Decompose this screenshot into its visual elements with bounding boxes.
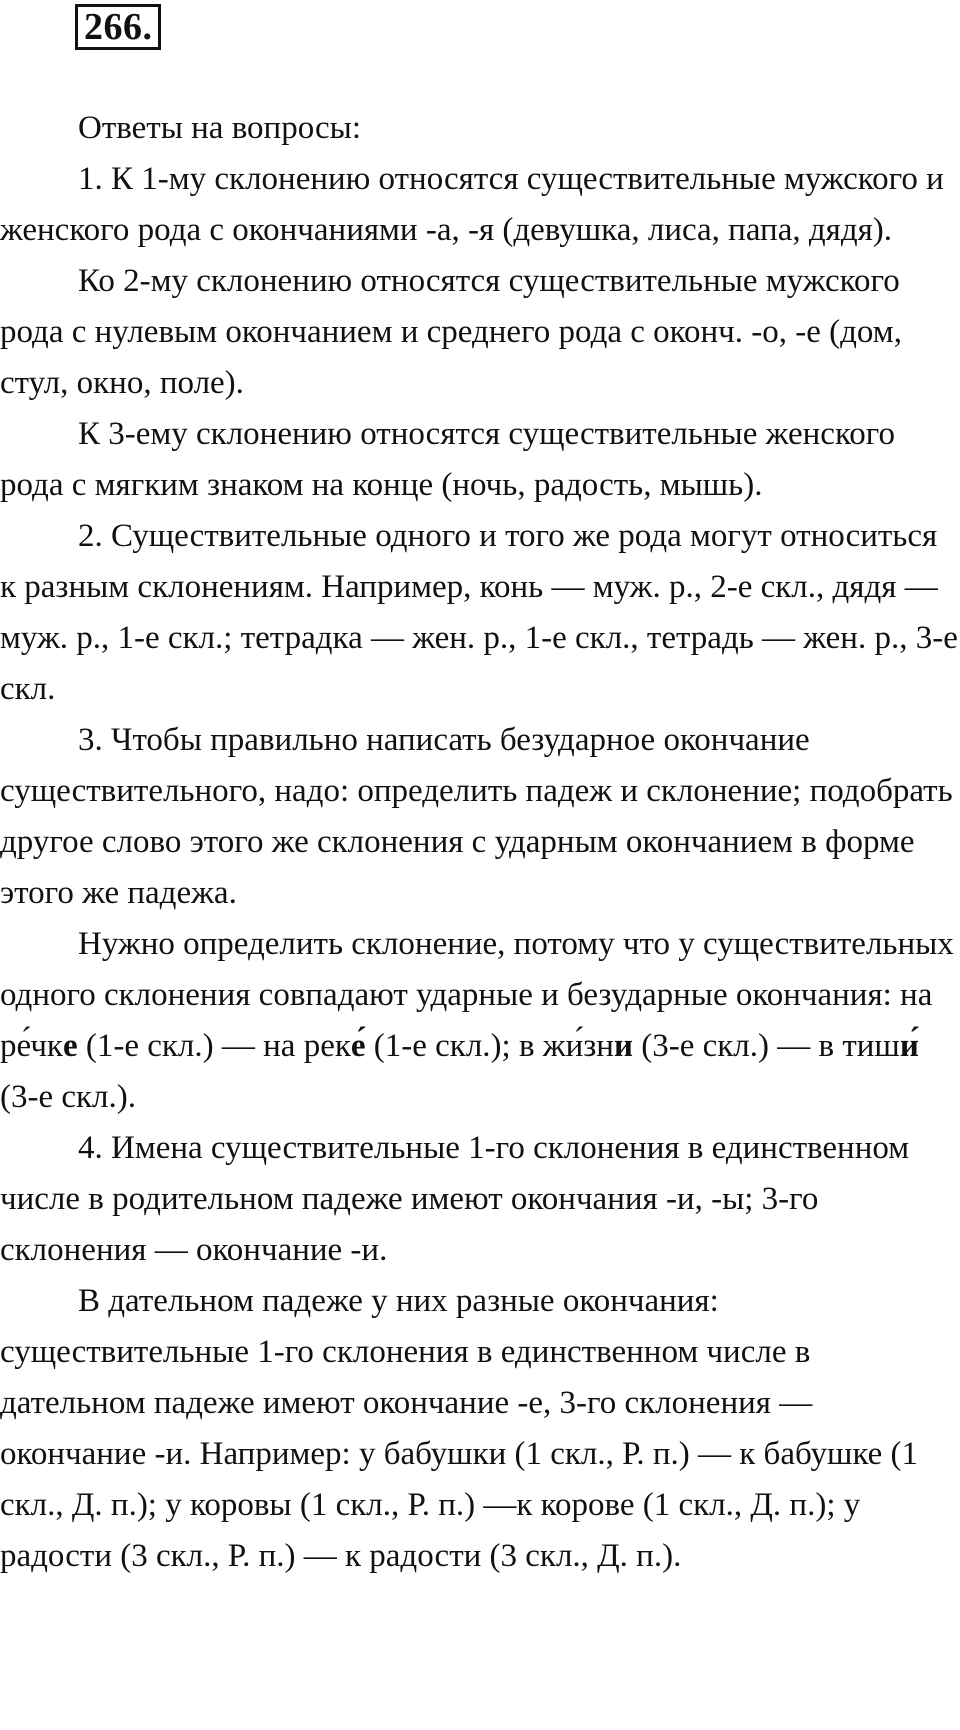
declension-3-paragraph: К 3-ему склонению относятся существительные женского рода с мягким знаком на конце (ночь, радость, мышь). [0,416,896,503]
ending-e-bold: е [62,1028,78,1064]
explanation-text-g: (3-е скл.) — в тиш [632,1028,900,1064]
dative-case-paragraph: В дательном падеже у них разные окончания: существительные 1-го склонения в единственном числе в дательном падеже имеют окончание -е, 3-го склонения — окончание -и. Например: у бабушки (1 скл., Р. п.) — к бабушке (1 скл., Д. п.); у коровы (1 скл., Р. п.) —к корове (1 скл., Д. п.); у радости (3 скл., Р. п.) — к радости (3 скл., Д. п.). [0,1283,919,1574]
answer-3-paragraph: 3. Чтобы правильно написать безударное окончание существительного, надо: определить падеж и склонение; подобрать другое слово этого же склонения с ударным окончанием в форме этого же падежа. [0,722,953,911]
answer-4-paragraph: 4. Имена существительные 1-го склонения в единственном числе в родительном падеже имеют окончания -и, -ы; 3-го склонения — окончание -и. [0,1130,910,1268]
answers-heading: Ответы на вопросы: [78,110,362,146]
explanation-text-c: (1-е скл.) — на рек [77,1028,351,1064]
ending-e-stressed-bold: е́ [350,1028,366,1064]
answers-content [0,103,960,1582]
task-number: 266. [75,4,161,50]
answer-1-paragraph: 1. К 1-му склонению относятся существительные мужского и женского рода с окончаниями -а, -я (девушка, лиса, папа, дядя). [0,161,944,248]
explanation-text-e: (1-е скл.); в жи́зн [365,1028,614,1064]
declension-2-paragraph: Ко 2-му склонению относятся существительные мужского рода с нулевым окончанием и среднего рода с оконч. -о, -е (дом, стул, окно, поле). [0,263,902,401]
declension-explanation-paragraph [0,919,960,1123]
ending-i-bold: и [613,1028,633,1064]
explanation-text-a: Нужно определить склонение, потому что у существительных одного склонения совпадают ударные и безударные окончания: на ре́чк [0,926,954,1064]
ending-i-stressed-bold: и́ [899,1028,919,1064]
explanation-text-i: (3-е скл.). [0,1079,137,1115]
answer-2-paragraph: 2. Существительные одного и того же рода могут относиться к разным склонениям. Например, конь — муж. р., 2-е скл., дядя — муж. р., 1-е скл.; тетрадка — жен. р., 1-е скл., тетрадь — жен. р., 3-е скл. [0,518,958,707]
